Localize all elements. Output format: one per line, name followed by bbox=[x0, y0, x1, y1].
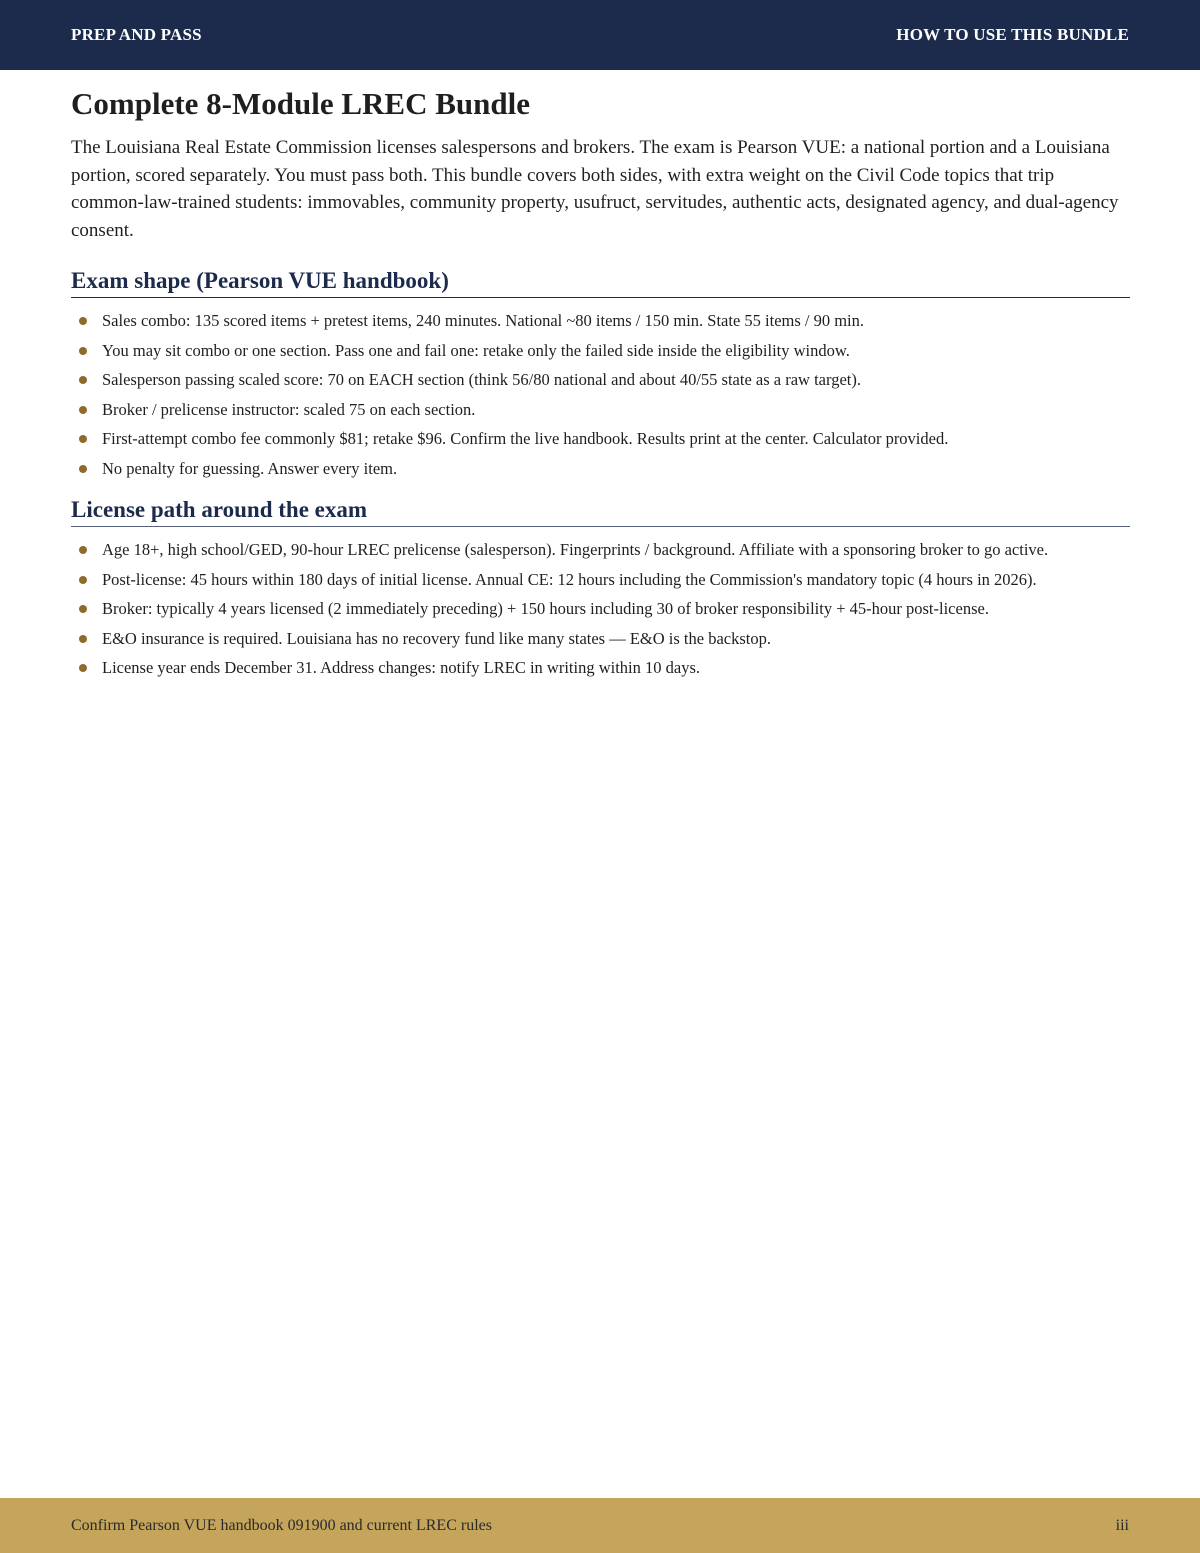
bullet-icon bbox=[79, 406, 87, 414]
bullet-icon bbox=[79, 576, 87, 584]
list-item bbox=[71, 336, 1130, 366]
bullet-icon bbox=[79, 664, 87, 672]
list-item bbox=[71, 365, 1130, 395]
footer-note: Confirm Pearson VUE handbook 091900 and current LREC rules bbox=[71, 1516, 492, 1534]
exam-shape-list bbox=[71, 306, 1130, 483]
page-title: Complete 8-Module LREC Bundle bbox=[71, 86, 530, 121]
page-content bbox=[71, 84, 1130, 683]
list-item bbox=[71, 454, 1130, 484]
list-item-text: Broker / prelicense instructor: scaled 75 on each section. bbox=[102, 399, 476, 419]
bullet-icon bbox=[79, 347, 87, 355]
header-right-label: HOW TO USE THIS BUNDLE bbox=[896, 25, 1129, 44]
license-path-list bbox=[71, 535, 1130, 683]
section-heading-exam-shape: Exam shape (Pearson VUE handbook) bbox=[71, 266, 1130, 298]
list-item-text: License year ends December 31. Address changes: notify LREC in writing within 10 days. bbox=[102, 658, 700, 677]
list-item-text: Broker: typically 4 years licensed (2 immediately preceding) + 150 hours including 30 of broker responsibility + 45-hour post-license. bbox=[102, 599, 989, 618]
list-item-text: Salesperson passing scaled score: 70 on EACH section (think 56/80 national and about 40/55 state as a raw target). bbox=[102, 370, 861, 389]
header-left-label: PREP AND PASS bbox=[71, 25, 202, 44]
bullet-icon bbox=[79, 605, 87, 613]
bullet-icon bbox=[79, 635, 87, 643]
list-item bbox=[71, 306, 1130, 336]
list-item-text: E&O insurance is required. Louisiana has no recovery fund like many states — E&O is the backstop. bbox=[102, 628, 771, 648]
page-number: iii bbox=[1115, 1516, 1129, 1534]
list-item-text: Sales combo: 135 scored items + pretest items, 240 minutes. National ~80 items / 150 min. State 55 items / 90 min. bbox=[102, 311, 865, 330]
bullet-icon bbox=[79, 465, 87, 473]
list-item bbox=[71, 395, 1130, 425]
list-item bbox=[71, 594, 1130, 624]
bullet-icon bbox=[79, 435, 87, 443]
list-item-text: Age 18+, high school/GED, 90-hour LREC prelicense (salesperson). Fingerprints / background. Affiliate with a sponsoring broker to go active. bbox=[102, 540, 1049, 559]
section-heading-license-path: License path around the exam bbox=[71, 495, 1130, 527]
list-item bbox=[71, 624, 1130, 654]
list-item bbox=[71, 535, 1130, 565]
list-item bbox=[71, 653, 1130, 683]
bullet-icon bbox=[79, 317, 87, 325]
list-item bbox=[71, 565, 1130, 595]
bullet-icon bbox=[79, 376, 87, 384]
list-item-text: You may sit combo or one section. Pass one and fail one: retake only the failed side inside the eligibility window. bbox=[102, 340, 850, 360]
list-item-text: Post-license: 45 hours within 180 days of initial license. Annual CE: 12 hours including the Commission's mandatory topic (4 hours in 2026). bbox=[102, 569, 1037, 589]
intro-paragraph: The Louisiana Real Estate Commission licenses salespersons and brokers. The exam is Pearson VUE: a national portion and a Louisiana portion, scored separately. You must pass both. This bundle covers both sides, with extra weight on the Civil Code topics that trip common-law-trained students: immovables, community property, usufruct, servitudes, authentic acts, designated agency, and dual-agency consent. bbox=[71, 137, 1119, 241]
list-item-text: First-attempt combo fee commonly $81; retake $96. Confirm the live handbook. Results print at the center. Calculator provided. bbox=[102, 429, 949, 448]
page-footer bbox=[0, 1498, 1200, 1553]
bullet-icon bbox=[79, 546, 87, 554]
list-item bbox=[71, 424, 1130, 454]
list-item-text: No penalty for guessing. Answer every item. bbox=[102, 458, 398, 478]
page-header bbox=[0, 0, 1200, 70]
